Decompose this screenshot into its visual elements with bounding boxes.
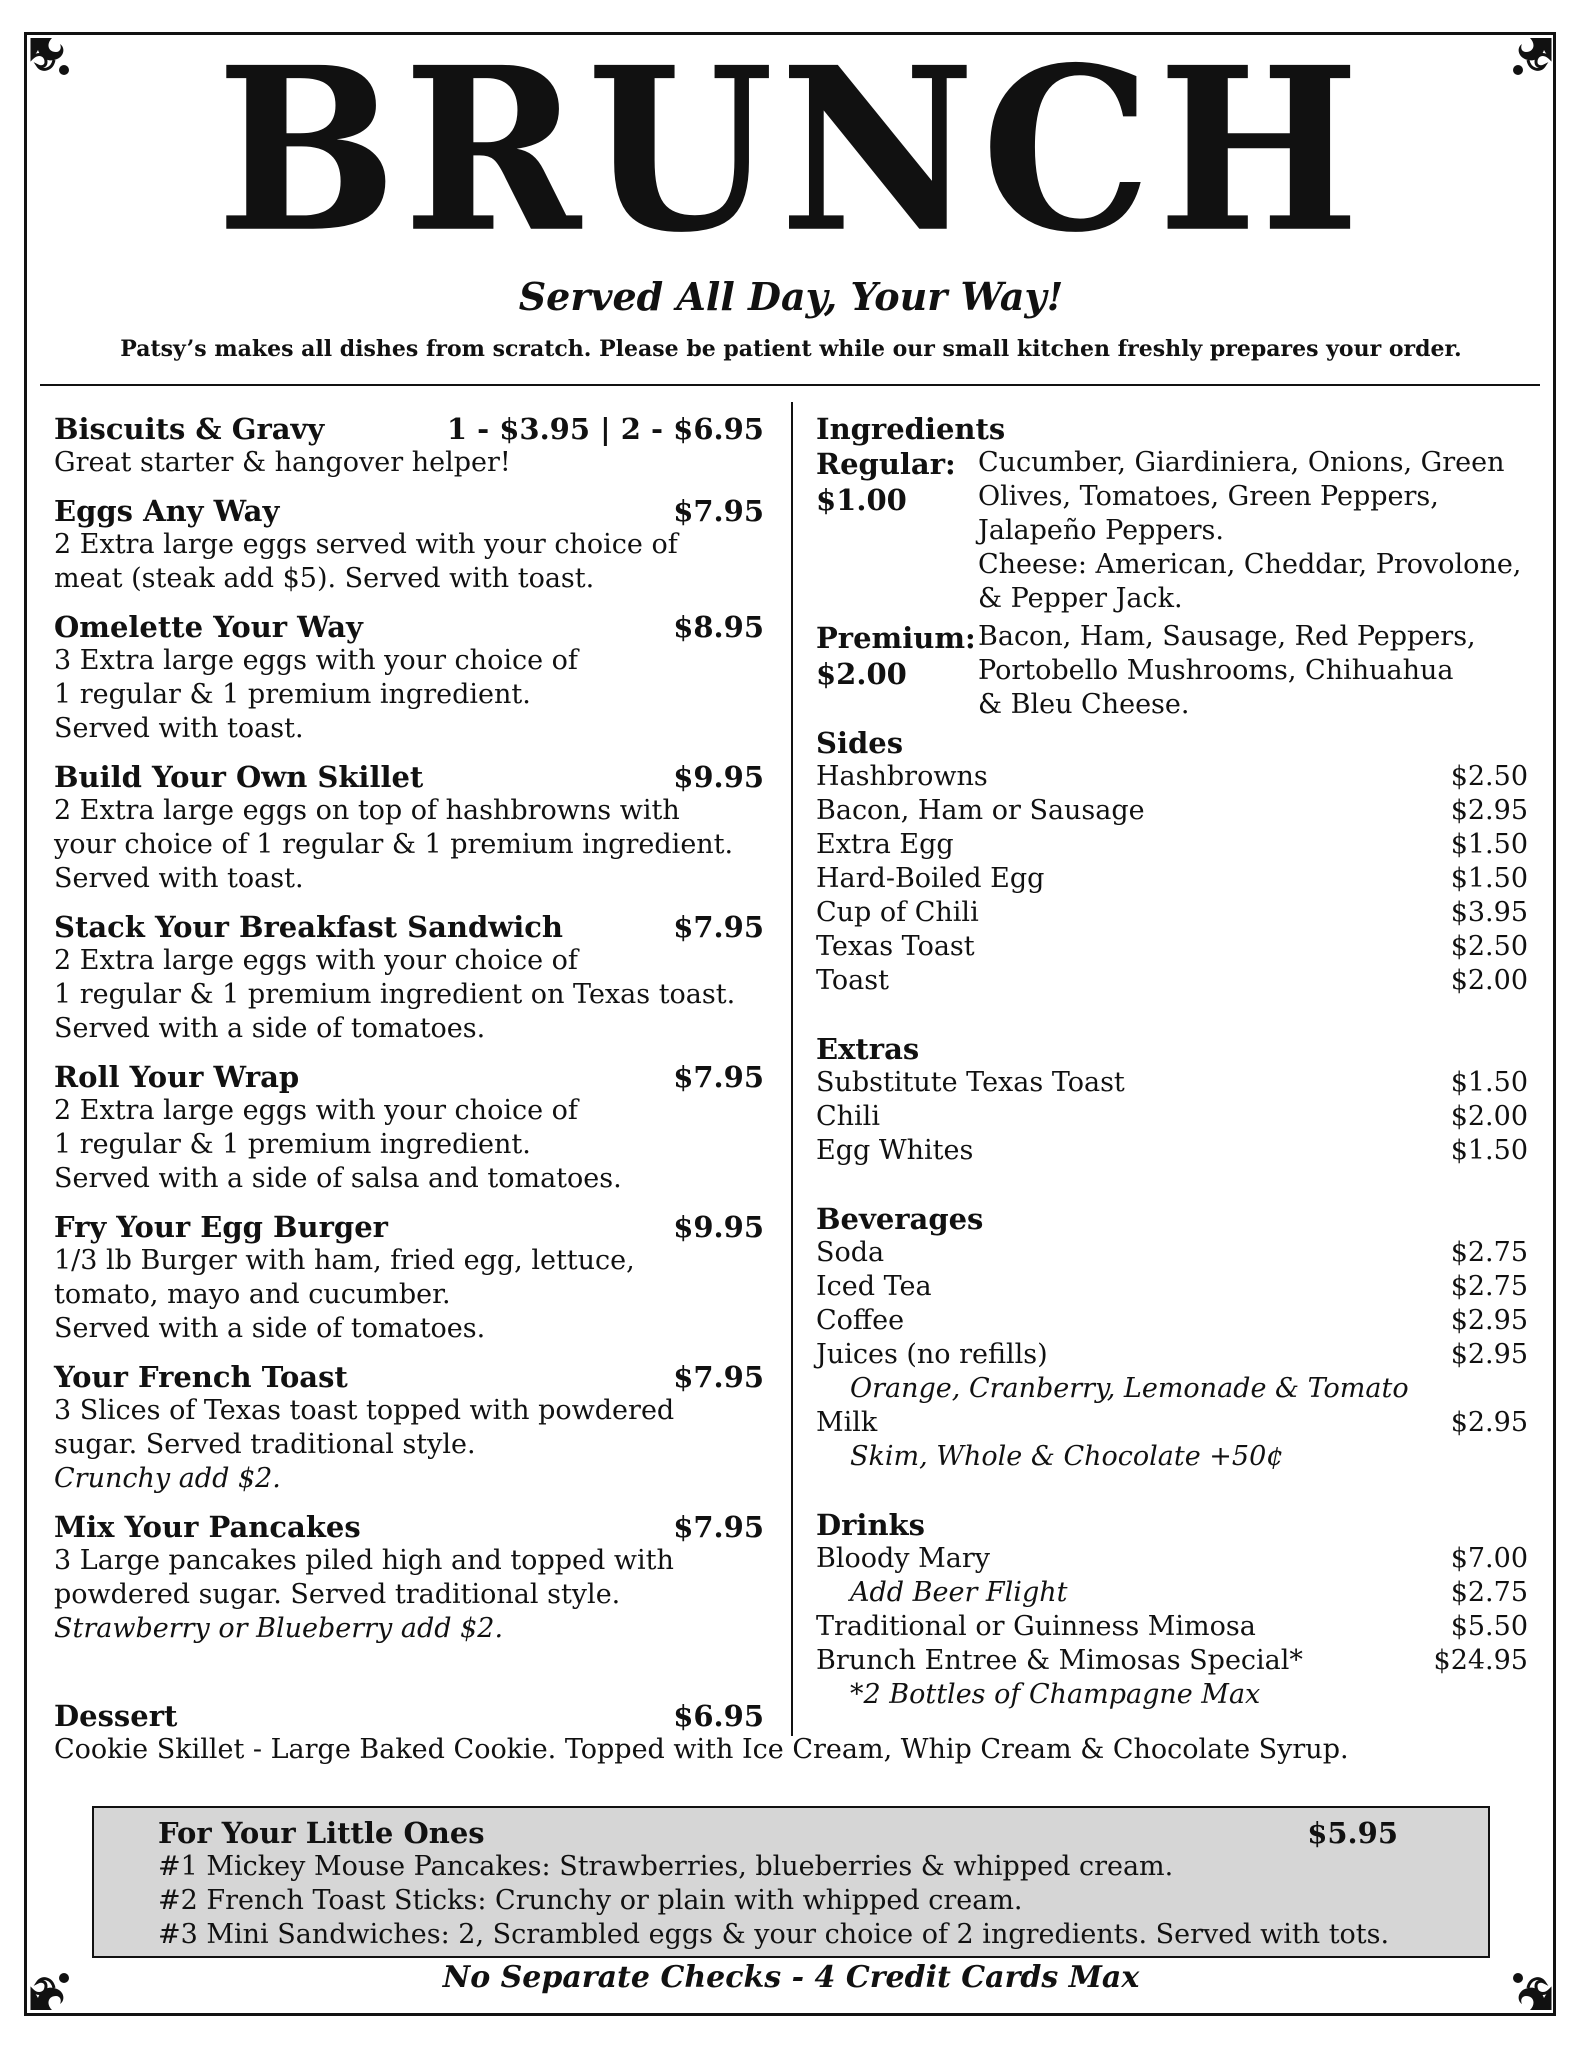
menu-item-price: $8.95 xyxy=(673,610,764,644)
menu-item-name: Fry Your Egg Burger xyxy=(54,1210,388,1244)
drinks-row xyxy=(816,1576,1528,1610)
menu-item-name: Roll Your Wrap xyxy=(54,1060,300,1094)
sides-row xyxy=(816,828,1528,862)
menu-item xyxy=(54,1060,764,1196)
menu-item xyxy=(54,610,764,746)
kids-menu-box xyxy=(92,1806,1490,1958)
sides-item-name: Hashbrowns xyxy=(816,761,988,792)
menu-item xyxy=(54,760,764,896)
kids-price: $5.95 xyxy=(1307,1816,1398,1850)
menu-item-description: 3 Slices of Texas toast topped with powdered sugar. Served traditional style. xyxy=(54,1395,675,1460)
tier-ingredients: Cucumber, Giardiniera, Onions, Green Olives, Tomatoes, Green Peppers, Jalapeño Peppers. Cheese: American, Cheddar, Provolone, & Pepper Jack. xyxy=(978,447,1522,614)
dessert-header xyxy=(54,1699,764,1733)
header-divider xyxy=(40,384,1540,386)
menu-item-name: Build Your Own Skillet xyxy=(54,760,424,794)
sides-row xyxy=(816,760,1528,794)
menu-item-name: Omelette Your Way xyxy=(54,610,363,644)
extras-item-price: $1.50 xyxy=(1450,1067,1528,1098)
beverages-row xyxy=(816,1372,1528,1406)
drinks-row xyxy=(816,1644,1528,1678)
kids-title: For Your Little Ones xyxy=(158,1816,485,1850)
sides-item-name: Extra Egg xyxy=(816,829,954,860)
drinks-item-name: Add Beer Flight xyxy=(850,1577,1068,1608)
drinks-row xyxy=(816,1678,1528,1712)
sides-item-price: $3.95 xyxy=(1450,897,1528,928)
menu-item-name: Your French Toast xyxy=(54,1360,348,1394)
menu-item-price: $7.95 xyxy=(673,1060,764,1094)
beverages-row xyxy=(816,1304,1528,1338)
extras-title: Extras xyxy=(816,1032,920,1066)
menu-item-name: Stack Your Breakfast Sandwich xyxy=(54,910,563,944)
extras-row xyxy=(816,1134,1528,1168)
beverages-item-price: $2.95 xyxy=(1450,1407,1528,1438)
beverages-row xyxy=(816,1406,1528,1440)
menu-item-description: 3 Extra large eggs with your choice of 1 regular & 1 premium ingredient. Served with toast. xyxy=(54,645,578,744)
beverages-item-price: $2.75 xyxy=(1450,1271,1528,1302)
drinks-item-price: $7.00 xyxy=(1450,1543,1528,1574)
tier-label: Regular: xyxy=(816,447,956,481)
beverages-item-name: Orange, Cranberry, Lemonade & Tomato xyxy=(850,1373,1409,1404)
ingredient-tier-premium xyxy=(816,620,1528,722)
drinks-item-price: $24.95 xyxy=(1433,1645,1528,1676)
beverages-title: Beverages xyxy=(816,1202,984,1236)
drinks-list xyxy=(816,1542,1528,1712)
menu-item xyxy=(54,1210,764,1346)
drinks-item-name: Traditional or Guinness Mimosa xyxy=(816,1611,1256,1642)
tier-price: $1.00 xyxy=(816,483,907,517)
drinks-item-price: $5.50 xyxy=(1450,1611,1528,1642)
sides-list xyxy=(816,760,1528,998)
menu-item-description: 2 Extra large eggs served with your choice of meat (steak add $5). Served with toast. xyxy=(54,529,678,594)
menu-item-name: Mix Your Pancakes xyxy=(54,1510,361,1544)
ingredients-title: Ingredients xyxy=(816,412,1006,446)
drinks-item-name: Bloody Mary xyxy=(816,1543,991,1574)
dessert-description: Cookie Skillet - Large Baked Cookie. Topped with Ice Cream, Whip Cream & Chocolate Syrup. xyxy=(54,1734,1349,1765)
dessert-name: Dessert xyxy=(54,1699,178,1733)
menu-item xyxy=(54,494,764,596)
sides-item-name: Hard-Boiled Egg xyxy=(816,863,1045,894)
sides-item-name: Texas Toast xyxy=(816,931,975,962)
kids-item: #3 Mini Sandwiches: 2, Scrambled eggs & your choice of 2 ingredients. Served with tots. xyxy=(158,1919,1390,1950)
beverages-item-price: $2.95 xyxy=(1450,1339,1528,1370)
menu-item xyxy=(54,1360,764,1496)
page-title: BRUNCH xyxy=(216,18,1366,283)
ingredient-tier-regular xyxy=(816,446,1528,616)
extras-item-price: $1.50 xyxy=(1450,1135,1528,1166)
menu-item-price: $9.95 xyxy=(673,1210,764,1244)
sides-item-price: $2.00 xyxy=(1450,965,1528,996)
sides-item-name: Toast xyxy=(816,965,889,996)
sides-item-name: Bacon, Ham or Sausage xyxy=(816,795,1145,826)
drinks-item-price: $2.75 xyxy=(1450,1577,1528,1608)
sides-item-name: Cup of Chili xyxy=(816,897,979,928)
entrees-column xyxy=(54,412,764,1660)
sides-title: Sides xyxy=(816,726,904,760)
extras-column xyxy=(816,412,1528,1712)
drinks-title: Drinks xyxy=(816,1508,925,1542)
menu-item-price: $9.95 xyxy=(673,760,764,794)
dessert-price: $6.95 xyxy=(673,1699,764,1733)
beverages-item-name: Soda xyxy=(816,1237,885,1268)
drinks-row xyxy=(816,1610,1528,1644)
beverages-item-name: Iced Tea xyxy=(816,1271,932,1302)
menu-item-price: $7.95 xyxy=(673,1510,764,1544)
sides-row xyxy=(816,794,1528,828)
menu-item-price: 1 - $3.95 | 2 - $6.95 xyxy=(446,412,764,446)
extras-item-name: Chili xyxy=(816,1101,880,1132)
drinks-row xyxy=(816,1542,1528,1576)
sides-row xyxy=(816,930,1528,964)
sides-row xyxy=(816,964,1528,998)
kids-item: #2 French Toast Sticks: Crunchy or plain with whipped cream. xyxy=(158,1885,1023,1916)
kitchen-notice: Patsy’s makes all dishes from scratch. Please be patient while our small kitchen freshly prepares your order. xyxy=(120,336,1462,362)
extras-list xyxy=(816,1066,1528,1168)
drinks-item-name: Brunch Entree & Mimosas Special* xyxy=(816,1645,1303,1676)
menu-item-name: Eggs Any Way xyxy=(54,494,280,528)
column-divider xyxy=(791,402,793,1736)
beverages-list xyxy=(816,1236,1528,1474)
beverages-row xyxy=(816,1236,1528,1270)
menu-item-description: 1/3 lb Burger with ham, fried egg, lettuce, tomato, mayo and cucumber. Served with a side of tomatoes. xyxy=(54,1245,635,1344)
menu-item-note: Strawberry or Blueberry add $2. xyxy=(54,1613,504,1644)
menu-item xyxy=(54,1510,764,1646)
beverages-row xyxy=(816,1440,1528,1474)
beverages-row xyxy=(816,1338,1528,1372)
beverages-item-name: Coffee xyxy=(816,1305,905,1336)
sides-item-price: $2.95 xyxy=(1450,795,1528,826)
menu-item xyxy=(54,910,764,1046)
beverages-row xyxy=(816,1270,1528,1304)
extras-row xyxy=(816,1100,1528,1134)
tier-label: Premium: xyxy=(816,621,976,655)
extras-item-price: $2.00 xyxy=(1450,1101,1528,1132)
menu-item-description: 2 Extra large eggs on top of hashbrowns with your choice of 1 regular & 1 premium ingredient. Served with toast. xyxy=(54,795,734,894)
extras-item-name: Substitute Texas Toast xyxy=(816,1067,1125,1098)
tier-ingredients: Bacon, Ham, Sausage, Red Peppers, Portobello Mushrooms, Chihuahua & Bleu Cheese. xyxy=(978,621,1476,720)
sides-item-price: $2.50 xyxy=(1450,761,1528,792)
menu-item-price: $7.95 xyxy=(673,1360,764,1394)
drinks-item-name: *2 Bottles of Champagne Max xyxy=(850,1679,1261,1710)
menu-item-description: 2 Extra large eggs with your choice of 1 regular & 1 premium ingredient on Texas toast. Served with a side of tomatoes. xyxy=(54,945,736,1044)
beverages-item-name: Milk xyxy=(816,1407,878,1438)
extras-item-name: Egg Whites xyxy=(816,1135,974,1166)
tier-price: $2.00 xyxy=(816,657,907,691)
menu-item xyxy=(54,412,764,480)
menu-item-price: $7.95 xyxy=(673,494,764,528)
menu-item-note: Crunchy add $2. xyxy=(54,1463,281,1494)
sides-row xyxy=(816,862,1528,896)
beverages-item-name: Juices (no refills) xyxy=(816,1339,1048,1370)
beverages-item-price: $2.75 xyxy=(1450,1237,1528,1268)
footer-policy: No Separate Checks - 4 Credit Cards Max xyxy=(442,1960,1140,1995)
kids-item: #1 Mickey Mouse Pancakes: Strawberries, blueberries & whipped cream. xyxy=(158,1851,1174,1882)
menu-item-description: 2 Extra large eggs with your choice of 1 regular & 1 premium ingredient. Served with a side of salsa and tomatoes. xyxy=(54,1095,622,1194)
menu-item-description: Great starter & hangover helper! xyxy=(54,447,511,478)
sides-row xyxy=(816,896,1528,930)
beverages-item-price: $2.95 xyxy=(1450,1305,1528,1336)
sides-item-price: $1.50 xyxy=(1450,863,1528,894)
menu-item-name: Biscuits & Gravy xyxy=(54,412,325,446)
menu-item-description: 3 Large pancakes piled high and topped with powdered sugar. Served traditional style. xyxy=(54,1545,674,1610)
sides-item-price: $2.50 xyxy=(1450,931,1528,962)
extras-row xyxy=(816,1066,1528,1100)
page-subtitle: Served All Day, Your Way! xyxy=(518,274,1064,319)
beverages-item-name: Skim, Whole & Chocolate +50¢ xyxy=(850,1441,1284,1472)
menu-item-price: $7.95 xyxy=(673,910,764,944)
sides-item-price: $1.50 xyxy=(1450,829,1528,860)
